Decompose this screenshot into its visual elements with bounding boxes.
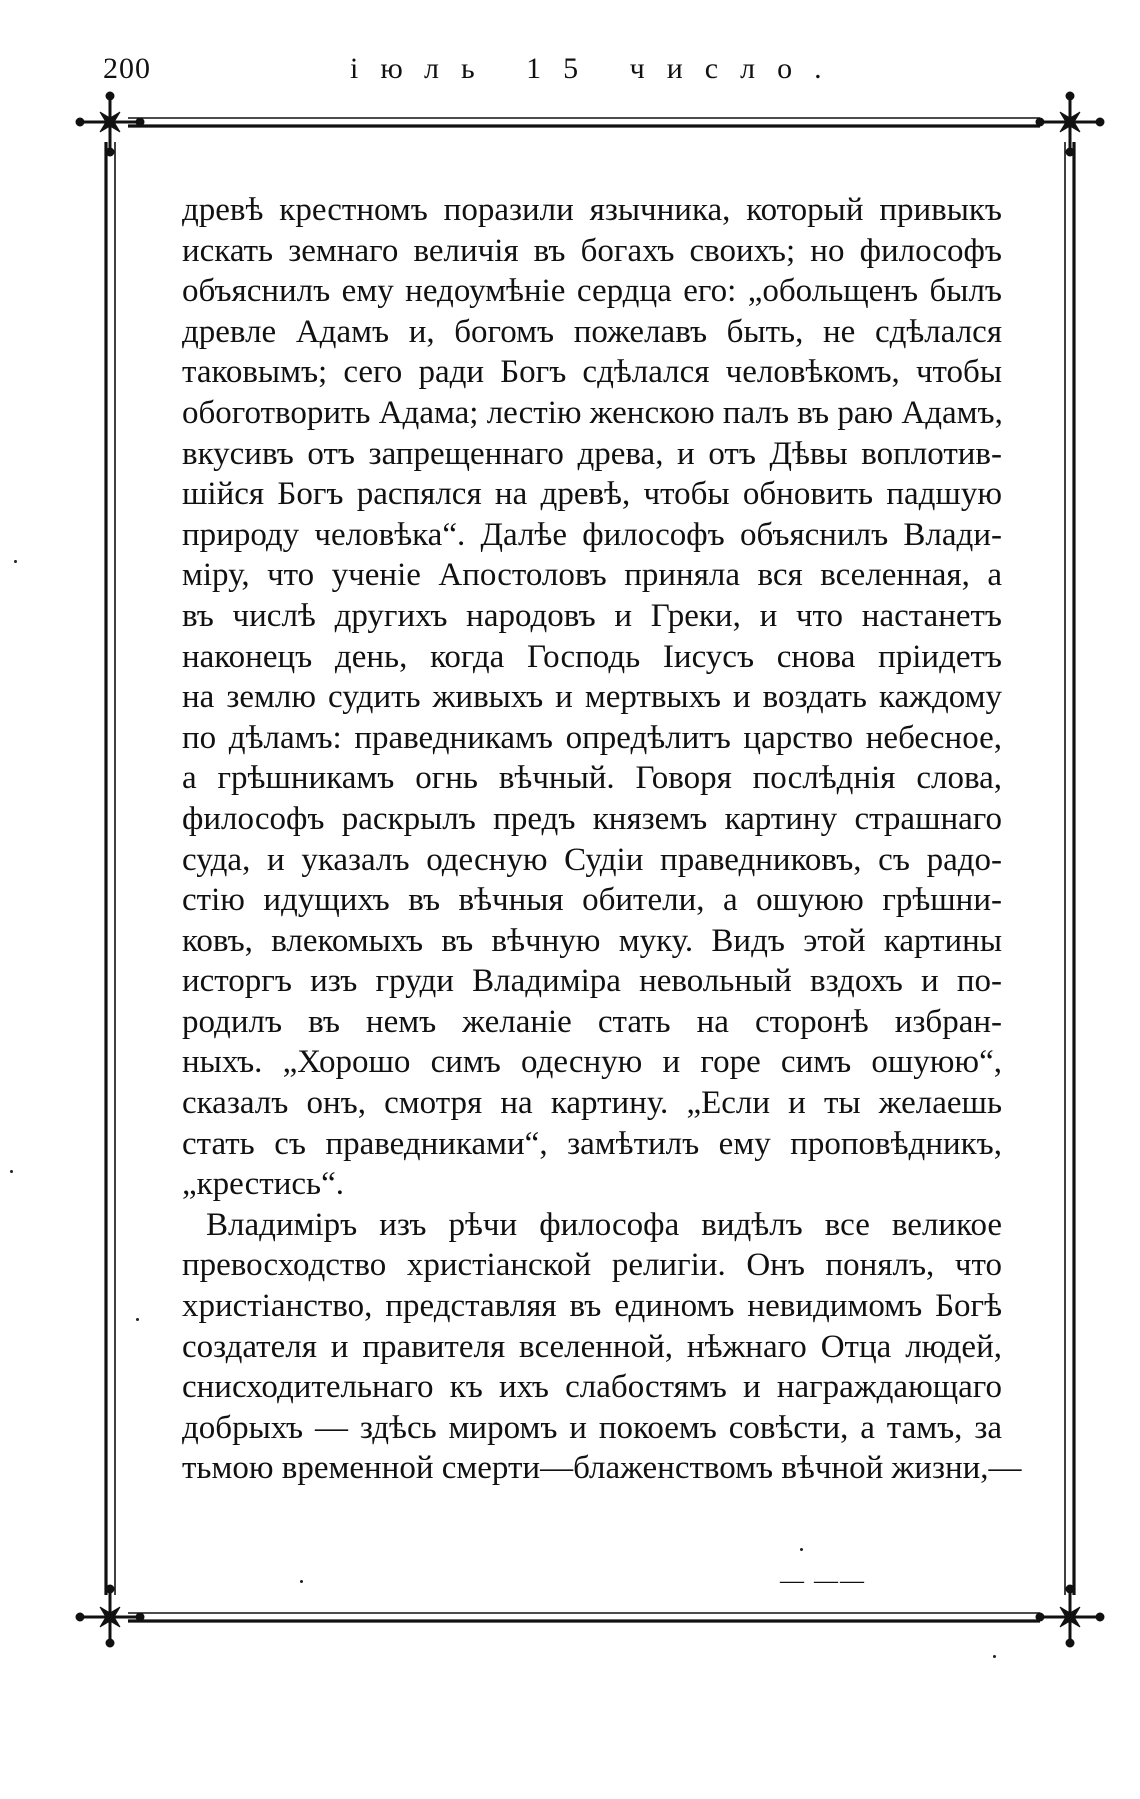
text-line: на землю судить живыхъ и мертвыхъ и воздать каждому — [182, 679, 1002, 716]
text-line: міру, что ученіе Апостоловъ приняла вся вселенная, а — [182, 557, 1002, 594]
print-speck — [14, 560, 17, 563]
text-line: таковымъ; сего ради Богъ сдѣлался человѣкомъ, чтобы — [182, 354, 1002, 391]
text-line: тьмою временной смерти—блаженствомъ вѣчной жизни,— — [182, 1450, 1022, 1487]
text-line: стію идущихъ въ вѣчныя обители, а ошуюю грѣшни- — [182, 882, 1002, 919]
running-head: іюль 15 число. — [350, 52, 844, 85]
print-speck — [800, 1548, 803, 1551]
text-line: по дѣламъ: праведникамъ опредѣлитъ царство небесное, — [182, 719, 1002, 756]
print-speck — [136, 1318, 139, 1321]
text-line: а грѣшникамъ огнь вѣчный. Говоря послѣднія слова, — [182, 760, 1002, 797]
text-line: суда, и указалъ одесную Судіи праведниковъ, съ радо- — [182, 841, 1002, 878]
text-line: снисходительнаго къ ихъ слабостямъ и награждающаго — [182, 1369, 1002, 1406]
text-line: сказалъ онъ, смотря на картину. „Если и ты желаешь — [182, 1085, 1002, 1122]
page-number: 200 — [103, 52, 151, 85]
catchword: — —— — [780, 1568, 866, 1594]
paragraph-start-line: Владиміръ изъ рѣчи философа видѣлъ все великое — [206, 1206, 1002, 1243]
print-speck — [300, 1580, 303, 1583]
text-line: объяснилъ ему недоумѣніе сердца его: „обольщенъ былъ — [182, 273, 1002, 310]
text-line: шійся Богъ распялся на древѣ, чтобы обновить падшую — [182, 476, 1002, 513]
text-line: исторгъ изъ груди Владиміра невольный вздохъ и по- — [182, 963, 1002, 1000]
text-line: древѣ крестномъ поразили язычника, который привыкъ — [182, 192, 1002, 228]
text-line: христіанство, представляя въ единомъ невидимомъ Богѣ — [182, 1288, 1002, 1325]
print-speck — [993, 1655, 996, 1658]
text-line: ковъ, влекомыхъ въ вѣчную муку. Видъ этой картины — [182, 922, 1002, 959]
text-line: родилъ въ немъ желаніе стать на сторонѣ избран- — [182, 1003, 1002, 1040]
text-line: добрыхъ — здѣсь миромъ и покоемъ совѣсти, а тамъ, за — [182, 1409, 1002, 1446]
cross-ornament-icon — [1036, 1585, 1104, 1647]
text-line: „крестись“. — [182, 1166, 344, 1203]
text-line: въ числѣ другихъ народовъ и Греки, и что настанетъ — [182, 597, 1002, 634]
text-line: обоготворить Адама; лестію женскою палъ въ раю Адамъ, — [182, 394, 1003, 431]
body-text — [182, 190, 1022, 1489]
text-line: ныхъ. „Хорошо симъ одесную и горе симъ ошуюю“, — [182, 1044, 1002, 1081]
text-line: философъ раскрылъ предъ княземъ картину страшнаго — [182, 800, 1002, 837]
text-line: наконецъ день, когда Господь Іисусъ снова пріидетъ — [182, 638, 1002, 675]
text-line: стать съ праведниками“, замѣтилъ ему проповѣдникъ, — [182, 1125, 1002, 1162]
text-line: природу человѣка“. Далѣе философъ объяснилъ Влади- — [182, 516, 1002, 553]
cross-ornament-icon — [76, 92, 144, 156]
text-line: превосходство христіанской религіи. Онъ понялъ, что — [182, 1247, 1002, 1284]
print-speck — [10, 1170, 13, 1173]
text-line: искать земнаго величія въ богахъ своихъ; но философъ — [182, 232, 1002, 269]
cross-ornament-icon — [76, 1585, 144, 1647]
text-line: вкусивъ отъ запрещеннаго древа, и отъ Дѣвы воплотив- — [182, 435, 1002, 472]
text-line: создателя и правителя вселенной, нѣжнаго Отца людей, — [182, 1328, 1002, 1365]
cross-ornament-icon — [1036, 92, 1104, 156]
text-line: древле Адамъ и, богомъ пожелавъ быть, не сдѣлался — [182, 313, 1002, 350]
